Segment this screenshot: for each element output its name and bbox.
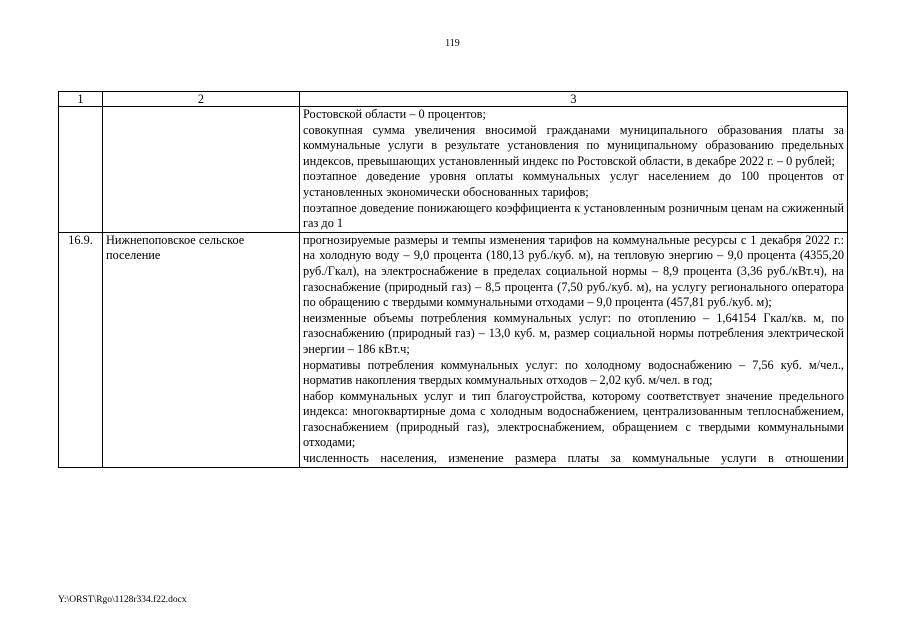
row-number bbox=[59, 107, 103, 233]
paragraph: неизменные объемы потребления коммунальных услуг: по отоплению – 1,64154 Гкал/кв. м, по газоснабжению (природный газ) – 13,0 куб. м, размер социальной нормы потребления электрической энергии – 186 кВт.ч; bbox=[303, 310, 844, 356]
municipality-name bbox=[103, 107, 300, 233]
document-table bbox=[58, 91, 848, 468]
paragraph: нормативы потребления коммунальных услуг: по холодному водоснабжению – 7,56 куб. м/чел., норматив накопления твердых коммунальных отходов – 2,02 куб. м/чел. в год; bbox=[303, 357, 844, 388]
column-header-1: 1 bbox=[59, 92, 103, 107]
row-content bbox=[300, 107, 848, 233]
paragraph: Ростовской области – 0 процентов; bbox=[303, 107, 486, 121]
table-header-row bbox=[59, 92, 848, 107]
column-header-2: 2 bbox=[103, 92, 300, 107]
paragraph: совокупная сумма увеличения вносимой гражданами муниципального образования платы за коммунальные услуги в результате установления по муниципальному образованию предельных индексов, превышающих установленный индекс по Ростовской области, в декабре 2022 г. – 0 рублей; bbox=[303, 122, 844, 168]
file-path-footer: Y:\ORST\Rgo\1128r334.f22.docx bbox=[58, 595, 187, 605]
row-content bbox=[300, 232, 848, 467]
paragraph: поэтапное доведение уровня оплаты коммунальных услуг населением до 100 процентов от установленных экономически обоснованных тарифов; bbox=[303, 169, 844, 199]
row-number: 16.9. bbox=[59, 232, 103, 467]
paragraph: прогнозируемые размеры и темпы изменения тарифов на коммунальные ресурсы с 1 декабря 2022 г.: на холодную воду – 9,0 процента (180,13 руб./куб. м), на тепловую энергию – 9,0 процента (4355,20 руб./Гкал), на электроснабжение в пределах социальной нормы – 8,9 процента (3,36 руб./кВт.ч), на газоснабжение (природный газ) – 8,5 процента (7,50 руб./куб. м), на услугу регионального оператора по обращению с твердыми коммунальными отходами – 9,0 процента (457,81 руб./куб. м); bbox=[303, 232, 844, 310]
paragraph: поэтапное доведение понижающего коэффициента к установленным розничным ценам на сжиженный газ до 1 bbox=[303, 200, 844, 231]
municipality-name: Нижнепоповское сельское поселение bbox=[103, 232, 300, 467]
page-number: 119 bbox=[445, 38, 460, 49]
column-header-3: 3 bbox=[300, 92, 848, 107]
paragraph: набор коммунальных услуг и тип благоустройства, которому соответствует значение предельного индекса: многоквартирные дома с холодным водоснабжением, централизованным теплоснабжением, газоснабжением (природный газ), электроснабжением, обращением с твердыми коммунальными отходами; bbox=[303, 388, 844, 450]
table-row bbox=[59, 232, 848, 467]
table-row bbox=[59, 107, 848, 233]
paragraph: численность населения, изменение размера платы за коммунальные услуги в отношении bbox=[303, 451, 844, 466]
